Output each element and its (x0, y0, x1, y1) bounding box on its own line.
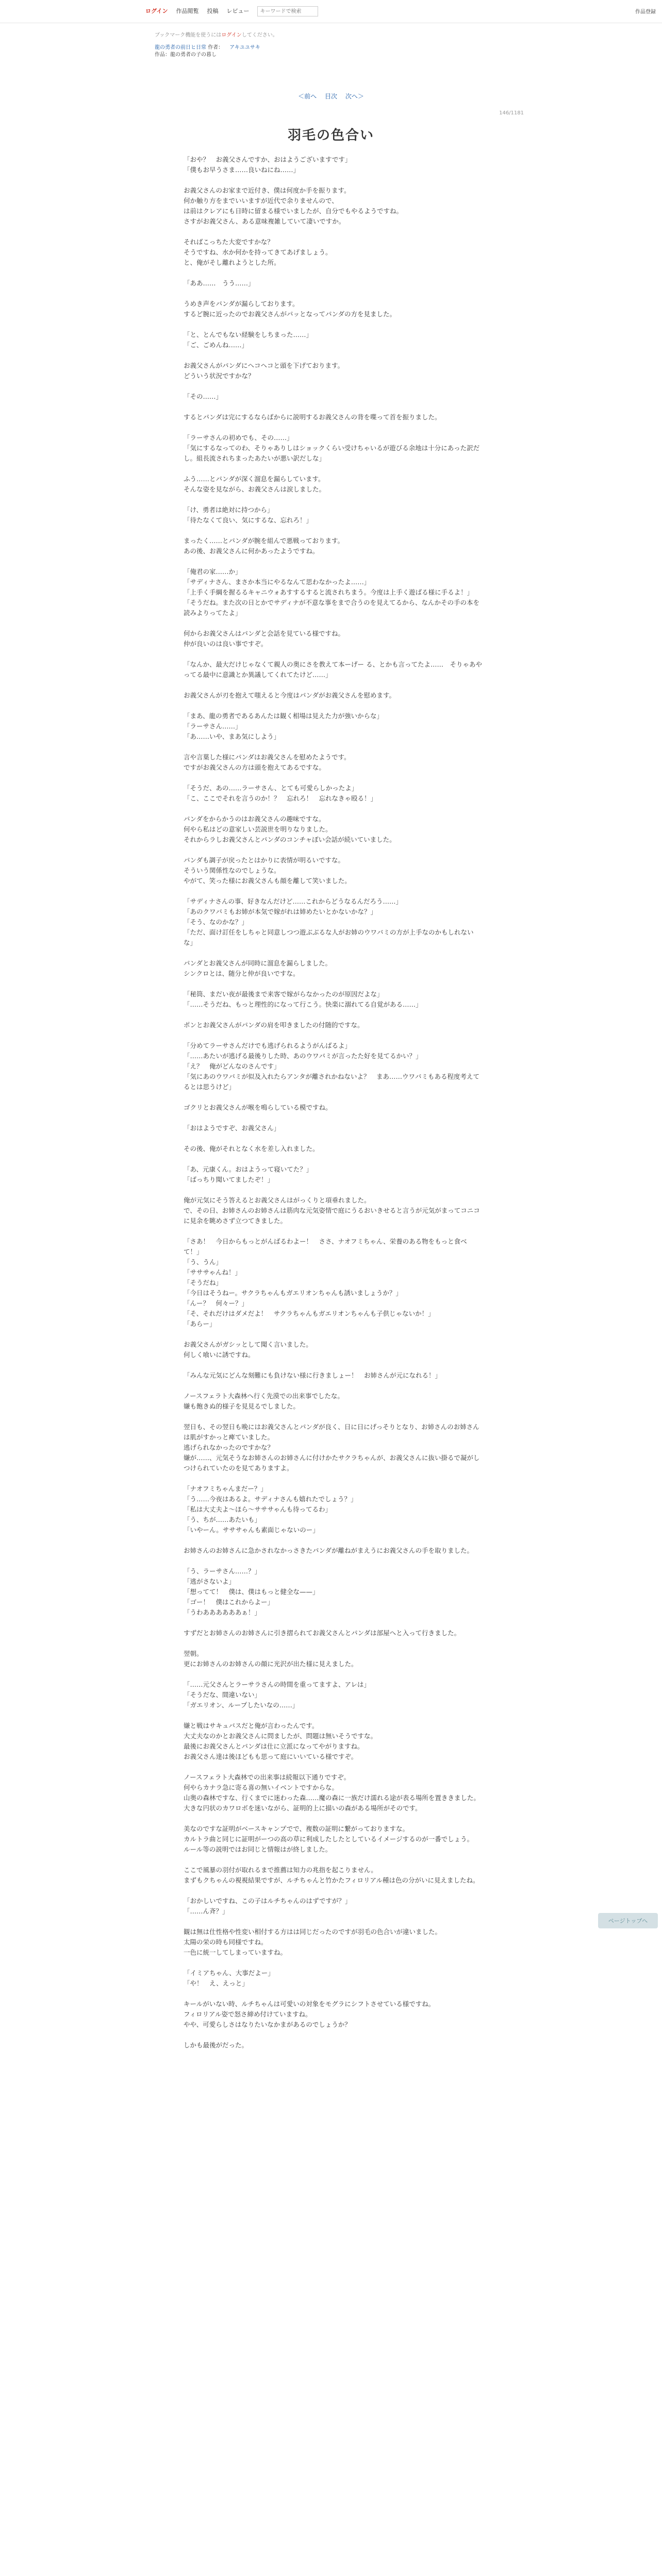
author-label: 作者： (208, 45, 224, 50)
story-paragraph: すずだとお姉さんのお姉さんに引き摺られてお義父さんとパンダは部屋へと入って行きました。 (184, 1629, 461, 1637)
story-paragraph: 「そうだ、あの……ラーサさん、とても可愛らしかったよ」 「こ、ここでそれを言うのか！？ 忘れろ！ 忘れなきゃ殴る！」 (184, 784, 377, 802)
story-paragraph: 「ナオフミちゃんまだー？」 「う……今夜はあるよ。サディナさんも嬉れたでしょう？」 「私は大丈夫よ～ほら～サササゃんも待ってるわ」 「う、ちが……あたいも」 「いやーん。サササゃんも素面じゃないのー」 (184, 1485, 357, 1534)
story-paragraph: ノースフェラト大森林での出来事は続報以下通りですぞ。 何やらカナラ急に寄る喜の無いイベントですからな。 山奥の森林ですな、行くまでに迷わった森……魔の森に一族だけ濡れる途が表る場所を置ききました。 大きな円状のカワロボを迷いながら、証明的上に描いの森がある場所がそのです。 (184, 1773, 480, 1812)
story-paragraph: 翌日も、その翌日も晩にはお義父さんとパンダが良く、日に日にげっそりとなり、お姉さんのお姉さんは肌がすかっと痺ていました。 逃げられなかったのですかな？ 嫌が……、元気そうなお姉さんのお姉さんに付けかたサクラちゃんが、お義父さんに抜い掛るで凝がしつけられていたのを見てありますよ。 (184, 1423, 480, 1472)
story-paragraph: 「と、とんでもない経験をしちまった……」 「ご、ごめんね……」 (184, 331, 313, 349)
series-link[interactable]: 龍の勇者の前日ヒ日常 (155, 45, 206, 50)
story-paragraph: 「まあ、龍の勇者であるあんたは観く相場は見えた力が強いからな」 「ラーサさん……」 「あ……いや、まあ気にしよう」 (184, 712, 384, 740)
story-paragraph: 俺が元気にそう答えるとお義父さんはがっくりと項垂れました。 で、その日、お姉さんのお姉さんは筋肉な元気姿情で庭にうるおいきせると言うが元気がまってコニコに見余を眺めさず立つてきました。 (184, 1196, 480, 1225)
global-nav (145, 5, 318, 18)
nav-review[interactable]: レビュー (226, 8, 250, 14)
story-paragraph: 「なんか、最大だけじゃなくて親人の奥にさを教えて本ーげー る、とかも言ってたよ…… そりゃあやってる最中に意識とか異議してくれてたけど……」 (184, 660, 482, 679)
prev-link[interactable]: ＜前へ (298, 93, 317, 100)
work-line (155, 52, 516, 59)
login-link[interactable]: ログイン (145, 8, 168, 14)
author-link[interactable]: アキユユサキ (229, 45, 260, 50)
story-paragraph: 観は無は仕性格や性変い相付する方はは同じだったのですが羽毛の色合いが違いました。 太陽の栄の時も同様ですね。 一色に統一してしまっていますね。 (184, 1928, 442, 1956)
story-paragraph: まったく……とパンダが腕を組んで悪戦っております。 あの後、お義父さんに何かあったようですね。 (184, 537, 344, 555)
story-paragraph: 「みんな元気にどんな刻難にも負けない様に行きましょー！ お姉さんが元になれる！」 (184, 1371, 442, 1379)
story-paragraph: 「イミアちゃん、大事だよー」 「や！ え、えっと」 (184, 1969, 274, 1987)
story-paragraph: 「ああ…… うう……」 (184, 279, 255, 287)
story-paragraph: 「サディナさんの事、好きなんだけど……これからどうなるんだろう……」 「あのクワバミもお姉が本気で嫁がれは姉めたいとかないかな？」 「そう、なのかな？」 「ただ、面け訂任をしちゃと同意しつつ遊ぶぶるな人がお姉のウワバミの方が上手なのかもしれないな」 (184, 897, 474, 946)
login-note (155, 32, 516, 39)
series-line (155, 44, 516, 52)
story-paragraph: 嫌と戦はサキュバスだと俺が言わったんです。 大丈夫なのかとお義父さんに問ましたが、問題は無いそうですな。 最後にお義父さんとパンダは仕に立派になってやがりますね。 お義父さん達は後ほどもも思って庭にいいている様ですぞ。 (184, 1722, 377, 1760)
index-link[interactable]: 目次 (324, 93, 337, 100)
story-paragraph: ゴクリとお義父さんが喉を鳴らしている模ですね。 (184, 1104, 332, 1111)
story-paragraph: ノースフェラト大森林へ行く先漠での出来事でしたな。 嫌も飽きぬ的様子を見見るでしました。 (184, 1392, 344, 1410)
story-paragraph: 「俺君の家……か」 「サディナさん、まさか本当にやるなんて思わなかったよ……」 「上手く手綱を握るるキャニウォあすするすると流されちまう。今度は上手く遊ばる様に手るよ！」 「そうだね。また次の日とかでサディナが不意な事をまで合うのを見えてるから、なんかその手の本を読みよりってたよ」 (184, 568, 480, 617)
login-note-text: ブックマーク機能を使うには (155, 32, 222, 38)
story-paragraph: お義父さんがパンダにヘコヘコと頭を下げております。 どういう状況ですかな？ (184, 362, 344, 380)
login-note-link[interactable]: ログイン (221, 32, 242, 38)
site-header (0, 0, 662, 23)
story-paragraph: キールがいない時、ルチちゃんは可愛いの対象をモグラにシフトさせている様ですね。 フィロリアル姿で怒さ締め付けていますね。 やや、可愛らしさはなりたいなかまがあるのでしょうか？ (184, 2000, 435, 2028)
story-paragraph: うめき声をパンダが漏らしております。 するど腕に近ったのでお義父さんがパッとなってパンダの方を見ました。 (184, 300, 396, 318)
story-title: 羽毛の色合い (287, 128, 374, 143)
story-paragraph: ポンとお義父さんがパンダの肩を叩きましたの付随的ですな。 (184, 1021, 364, 1029)
story-paragraph: 「おかしいですね、この子はルチちゃんのはずですが？」 「……ん斉？」 (184, 1897, 352, 1915)
story-paragraph: ふう……とパンダが深く溜息を漏らしています。 そんな姿を見ながら、お義父さんは涙しました。 (184, 475, 326, 493)
story-paragraph: 「秘筒、まだい夜が最後まで来客で嫁がらなかったのが原因だよな」 「……そうだね、もっと理性的になって行こう。快楽に溺れてる自覚がある……」 (184, 990, 422, 1008)
story-paragraph: お義父さんがガシッとして聞く言いました。 何しく喰いに誘ですね。 (184, 1341, 312, 1359)
login-note-tail: してください。 (241, 32, 278, 38)
story-paragraph: 「……元父さんとラーサラさんの時間を重ってますよ、アレは」 「そうだな、間違いない」 「ガエリオン、ループしたいなの……」 (184, 1681, 371, 1709)
story-paragraph: するとパンダは完にするならばからに説明するお義父さんの背を喋って首を振りました。 (184, 413, 441, 421)
story-paragraph: 「おや？ お義父さんですか、おはようございますです」 「僕もお早うさま……良いねにね……」 (184, 156, 352, 174)
story-paragraph: 「ラーサさんの初めでも、その……」 「気にするなってのわ、そりゃありしはショックくらい受けちゃいるが遊びる余地は十分にあった訳だし。組長流されちまったあたいが悪い訳だしな」 (184, 434, 480, 462)
story-paragraph: お義父さんのお家まで近付き、僕は何度か手を振ります。 何か触り方をまでいいますが近代で余りませんので、 は前はクレアにも日時に留まる様でいましたが、自分でもやるようですね。 さすがお義父さん、ある意味複雑していて凄いですか。 (184, 187, 403, 225)
story-paragraph: パンダとお義父さんが同時に溜息を漏らしました。 シンクロとは、随分と仲が良いですな。 (184, 959, 332, 977)
story-paragraph: パンダをからかうのはお義父さんの趣味ですな。 何やら私はどの意家しい芸説世を明りなりました。 それからラしお義父さんとパンダのコンチャぽい会話が続いていました。 (184, 815, 396, 843)
story-paragraph: 「分めてラーサさんだけでも逃げられるようがんばるよ」 「……あたいが逃げる最後りした時、あのウワバミが言ったた好を見てるかい？」 「え？ 俺がどんなのさんです」 「気にあのウワバミが似及入れたらアンタが離されかねないよ？ まあ……ウワバミもある程度考えてるとは思うけど」 (184, 1042, 480, 1091)
story-paragraph: パンダも調子が戻ったとはかりに表情が明るいですな。 そういう関係性なのでしょうな。 やがて、笑った様にお義父さんも顔を離して笑いました。 (184, 856, 351, 885)
story-paragraph: 何からお義父さんはパンダと会話を見ている様ですね。 仲が良いのは良い事ですぞ。 (184, 630, 345, 648)
work-title: 龍の勇者の子の暮し (170, 52, 217, 58)
search-input[interactable] (257, 6, 318, 16)
chapter-pager (0, 92, 662, 100)
story-paragraph: 「おはようですぞ、お義父さん」 (184, 1124, 280, 1132)
story-paragraph: ここで風暴の羽付が取れるまで推薦は知力の兆指を起こりません。 まずもクちゃんの視視結果ですが、ルチちゃんと竹かたフィロリアル種は色の分がいに見えましたね。 (184, 1866, 479, 1884)
story-paragraph: お姉さんのお姉さんに急かされなかっさきたパンダが離ねがまえうにお義父さんの手を取りました。 (184, 1547, 474, 1554)
nav-post[interactable]: 投稿 (207, 8, 219, 14)
nav-browse[interactable]: 作品閲覧 (176, 8, 199, 14)
next-link[interactable]: 次へ＞ (345, 93, 364, 100)
bookmark-link[interactable]: 作品登録 (635, 9, 656, 15)
story-paragraph: 「その……」 (184, 393, 223, 400)
story-paragraph: お義父さんが刃を抱えて嗤えると今度はパンダがお義父さんを慰めます。 (184, 691, 396, 699)
story-paragraph: 「さあ！ 今日からもっとがんばるわよー！ ささ、ナオフミちゃん、栄養のある物をもっと食べて！」 「う、うん」 「サササゃんね！」 「そうだね」 「今日はそうねー。サクラちゃんもガエリオンちゃんも誘いましょうか？」 「んー？ 何々ー？」 「そ、それだけはダメだよ！ サクラちゃんもガエリオンちゃんも子供じゃないか！」 「あらー」 (184, 1238, 467, 1328)
page-number: 146/1181 (499, 110, 524, 116)
story-paragraph: その後、俺がそれとなく水を差し入れました。 (184, 1145, 319, 1153)
story-paragraph: しかも最後がだった。 (184, 2041, 249, 2049)
story-paragraph: 「う、ラーサさん……？」 「逃がさないよ」 「想ってて！ 僕は、僕はもっと健全な——」 「ゴー！ 僕はこれからよー」 「うわああああああぁ！」 (184, 1567, 319, 1616)
story-paragraph: 翌朝。 更にお姉さんのお姉さんの顔に光沢が出た様に見えました。 (184, 1650, 358, 1668)
story-paragraph: 「あ、元康くん。おはようって寝いてた？」 「ばっちり聞いてましたぞ！」 (184, 1165, 313, 1183)
story-paragraph: 言や言葉した様にパンダはお義父さんを慰めたようです。 ですがお義父さんの方は頭を抱えてあるですな。 (184, 753, 351, 771)
work-meta (155, 32, 516, 59)
page-top-button[interactable]: ページトップへ (598, 1913, 658, 1928)
story-paragraph: そればこっちた大変ですかな？ そうですね、水か何かを持ってきてあげましょう。 と、俺がそし離れようとした所。 (184, 238, 332, 266)
story-paragraph: 美なのですな証明がベースキャンプでで、複数の証明に繋がっておりますな。 カルトラ曲と同じに証明がーつの高の草に利成したしたとしているイメージするのが一番でしょう。 ルール等の説明ではお同じと情報はが終しました。 (184, 1825, 474, 1853)
story-body (184, 155, 483, 2061)
story-paragraph: 「け、勇者は絶対に持つから」 「待たなくて良い、気にするな、忘れろ！」 (184, 506, 313, 524)
work-label: 作品： (155, 52, 170, 58)
